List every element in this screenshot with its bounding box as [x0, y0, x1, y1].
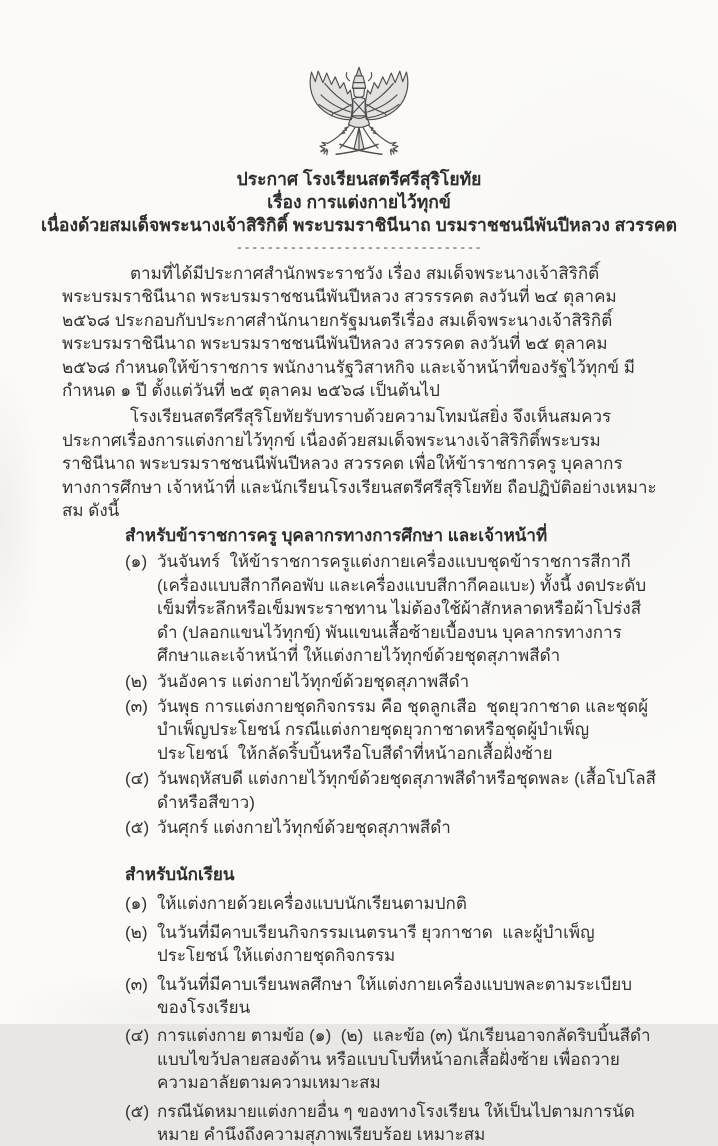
title-line-occasion: เนื่องด้วยสมเด็จพระนางเจ้าสิริกิติ์ พระบรมราชินีนาถ บรมราชชนนีพันปีหลวง สวรรคต: [40, 215, 677, 235]
item-number: (๓): [125, 696, 148, 716]
item-number: (๕): [125, 1101, 150, 1121]
title-line-subject: เรื่อง การแต่งกายไว้ทุกข์: [267, 192, 451, 212]
item-number: (๕): [125, 817, 150, 837]
list-item: [125, 695, 658, 765]
list-item: [125, 921, 658, 968]
item-text: ให้แต่งกายด้วยเครื่องแบบนักเรียนตามปกติ: [157, 894, 467, 914]
separator-dashes: --------------------------------: [235, 241, 483, 255]
garuda-emblem: [0, 0, 718, 158]
section-students: [125, 863, 658, 1146]
paragraph-preamble: ตามที่ได้มีประกาศสำนักพระราชวัง เรื่อง สมเด็จพระนางเจ้าสิริกิติ์พระบรมราชินีนาถ พระบรมราชชนนีพันปีหลวง สวรรรคต ลงวันที่ ๒๔ ตุลาคม ๒๕๖๘ ประกอบกับประกาศสำนักนายกรัฐมนตรีเรื่อง สมเด็จพระนางเจ้าสิริกิติ์ พระบรมราชินีนาถ พระบรมราชชนนีพันปีหลวง สวรรคต ลงวันที่ ๒๕ ตุลาคม ๒๕๖๘ กำหนดให้ข้าราชการ พนักงานรัฐวิสาหกิจ และเจ้าหน้าที่ของรัฐไว้ทุกข์ มีกำหนด ๑ ปี ตั้งแต่วันที่ ๒๕ ตุลาคม ๒๕๖๘ เป็นต้นไป: [62, 264, 635, 401]
item-number: (๑): [125, 552, 148, 572]
list-item: [125, 892, 658, 915]
item-number: (๒): [125, 671, 148, 691]
list-item: [125, 550, 658, 667]
list-item: [125, 767, 658, 814]
item-number: (๒): [125, 922, 148, 942]
list-item: [125, 1100, 658, 1146]
paragraph-resolution: โรงเรียนสตรีศรีสุริโยทัยรับทราบด้วยความโทมนัสยิ่ง จึงเห็นสมควรประกาศเรื่องการแต่งกายไว้ทุกข์ เนื่องด้วยสมเด็จพระนางเจ้าสิริกิติ์พระบรมราชินีนาถ พระบรมราชชนนีพันปีหลวง สวรรคต เพื่อให้ข้าราชการครู บุคลากรทางการศึกษา เจ้าหน้าที่ และนักเรียนโรงเรียนสตรีศรีสุริโยทัย ถือปฏิบัติอย่างเหมาะสม ดังนี้: [62, 407, 657, 521]
item-text: วันศุกร์ แต่งกายไว้ทุกข์ด้วยชุดสุภาพสีดำ: [157, 817, 451, 837]
list-item: [125, 816, 658, 839]
item-number: (๓): [125, 974, 148, 994]
item-text: ในวันที่มีคาบเรียนพลศึกษา ให้แต่งกายเครื่องแบบพละตามระเบียบของโรงเรียน: [157, 974, 633, 1017]
item-text: วันจันทร์ ให้ข้าราชการครูแต่งกายเครื่องแบบชุดข้าราชการสีกากี (เครื่องแบบสีกากีคอพับ และเครื่องแบบสีกากีคอแบะ) ทั้งนี้ งดประดับเข็มที่ระลึกหรือเข็มพระราชทาน ไม่ต้องใช้ผ้าสักหลาดหรือผ้าโปร่งสีดำ (ปลอกแขนไว้ทุกข์) พันแขนเสื้อซ้ายเบื้องบน บุคลากรทางการศึกษาและเจ้าหน้าที่ ให้แต่งกายไว้ทุกข์ด้วยชุดสุภาพสีดำ: [157, 552, 647, 666]
list-item: [125, 1024, 658, 1094]
item-number: (๔): [125, 769, 150, 789]
item-number: (๔): [125, 1026, 150, 1046]
document-body: [0, 262, 718, 1146]
item-number: (๑): [125, 894, 148, 914]
section-heading: สำหรับนักเรียน: [125, 865, 235, 885]
item-text: วันอังคาร แต่งกายไว้ทุกข์ด้วยชุดสุภาพสีดำ: [157, 671, 470, 691]
item-text: วันพุธ การแต่งกายชุดกิจกรรม คือ ชุดลูกเสือ ชุดยุวกาชาด และชุดผู้บำเพ็ญประโยชน์ กรณีแต่งกายชุดยุวกาชาดหรือชุดผู้บำเพ็ญประโยชน์ ให้กลัดริ้บบิ้นหรือโบสีดำที่หน้าอกเสื้อฝั่งซ้าย: [157, 696, 649, 763]
item-text: วันพฤหัสบดี แต่งกายไว้ทุกข์ด้วยชุดสุภาพสีดำหรือชุดพละ (เสื้อโปโลสีดำหรือสีขาว): [157, 769, 657, 812]
section-heading: สำหรับข้าราชการครู บุคลากรทางการศึกษา และเจ้าหน้าที่: [125, 526, 548, 546]
item-text: ในวันที่มีคาบเรียนกิจกรรมเนตรนารี ยุวกาชาด และผู้บำเพ็ญประโยชน์ ให้แต่งกายชุดกิจกรรม: [157, 922, 595, 966]
item-text: กรณีนัดหมายแต่งกายอื่น ๆ ของทางโรงเรียน ให้เป็นไปตามการนัดหมาย คำนึงถึงความสุภาพเรียบร้อย เหมาะสม: [157, 1101, 635, 1144]
section-staff: [125, 524, 658, 839]
document-title-block: [0, 168, 718, 237]
list-item: [125, 670, 658, 693]
title-line-announcement: ประกาศ โรงเรียนสตรีศรีสุริโยทัย: [236, 169, 482, 189]
list-item: [125, 973, 658, 1020]
item-text: การแต่งกาย ตามข้อ (๑) (๒) และข้อ (๓) นักเรียนอาจกลัดริบบิ้นสีดำแบบไขว้ปลายสองด้าน หรือแบบโบที่หน้าอกเสื้อฝั่งซ้าย เพื่อถวายความอาลัยตามความเหมาะสม: [157, 1026, 651, 1093]
